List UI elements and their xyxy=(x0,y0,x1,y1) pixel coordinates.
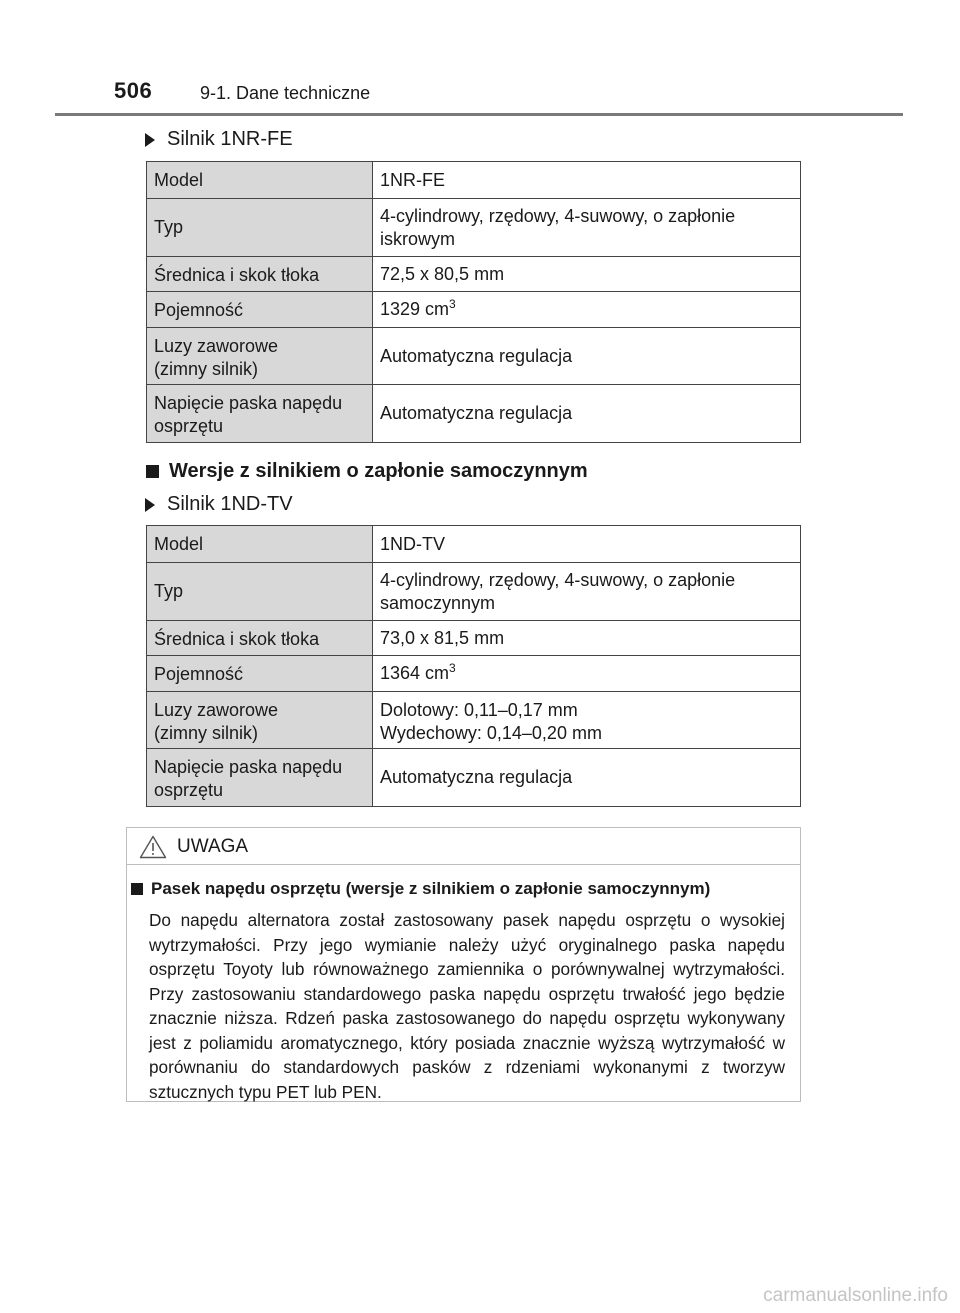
unit-superscript: 3 xyxy=(449,297,456,311)
page-header xyxy=(112,78,960,108)
notice-title-text: Pasek napędu osprzętu (wersje z silnikiem o zapłonie samoczynnym) xyxy=(151,879,711,898)
table-row xyxy=(147,199,801,257)
spec-label-line: Napięcie paska napędu xyxy=(154,757,343,777)
spec-value: 72,5 x 80,5 mm xyxy=(373,257,801,292)
engine2-subheading-text: Silnik 1ND-TV xyxy=(167,493,293,515)
spec-value xyxy=(373,656,801,692)
diesel-heading-text: Wersje z silnikiem o zapłonie samoczynnym xyxy=(169,460,588,482)
spec-label: Typ xyxy=(147,199,373,257)
page-number: 506 xyxy=(114,78,153,103)
spec-value: 4-cylindrowy, rzędowy, 4-suwowy, o zapłonie samoczynnym xyxy=(373,563,801,621)
spec-value: Automatyczna regulacja xyxy=(373,328,801,385)
watermark: carmanualsonline.info xyxy=(763,1285,948,1306)
triangle-bullet-icon xyxy=(145,133,155,147)
table-row xyxy=(147,328,801,385)
spec-label-line: Luzy zaworowe xyxy=(154,336,279,356)
spec-label: Pojemność xyxy=(147,292,373,328)
spec-label xyxy=(147,385,373,443)
spec-value: 1ND-TV xyxy=(373,526,801,563)
spec-label-line: Napięcie paska napędu xyxy=(154,393,343,413)
table-row xyxy=(147,257,801,292)
displacement-value: 1329 cm xyxy=(380,299,450,319)
triangle-bullet-icon xyxy=(145,498,155,512)
spec-value-line: Wydechowy: 0,14–0,20 mm xyxy=(380,723,602,743)
spec-value: 73,0 x 81,5 mm xyxy=(373,621,801,656)
spec-label: Średnica i skok tłoka xyxy=(147,621,373,656)
spec-label xyxy=(147,328,373,385)
spec-label-line: Luzy zaworowe xyxy=(154,700,279,720)
table-row xyxy=(147,692,801,749)
spec-value: Automatyczna regulacja xyxy=(373,385,801,443)
engine1-spec-table xyxy=(146,161,801,443)
engine1-subheading xyxy=(145,128,293,151)
table-row xyxy=(147,621,801,656)
section-title: 9-1. Dane techniczne xyxy=(200,83,371,103)
notice-box xyxy=(126,827,801,1102)
spec-label: Typ xyxy=(147,563,373,621)
spec-value-line: Dolotowy: 0,11–0,17 mm xyxy=(380,700,578,720)
spec-value xyxy=(373,292,801,328)
square-bullet-icon xyxy=(146,465,159,478)
table-row xyxy=(147,162,801,199)
table-row xyxy=(147,656,801,692)
notice-header xyxy=(127,828,800,865)
spec-label: Średnica i skok tłoka xyxy=(147,257,373,292)
spec-label-line: osprzętu xyxy=(154,416,224,436)
displacement-value: 1364 cm xyxy=(380,663,450,683)
diesel-heading xyxy=(146,460,588,483)
notice-label: UWAGA xyxy=(177,836,249,857)
spec-label-line: osprzętu xyxy=(154,780,224,800)
spec-label xyxy=(147,692,373,749)
spec-value: 1NR-FE xyxy=(373,162,801,199)
spec-value xyxy=(373,692,801,749)
spec-value: 4-cylindrowy, rzędowy, 4-suwowy, o zapłonie iskrowym xyxy=(373,199,801,257)
notice-title xyxy=(131,879,710,899)
engine2-spec-table xyxy=(146,525,801,807)
table-row xyxy=(147,749,801,807)
spec-label-line: (zimny silnik) xyxy=(154,359,259,379)
table-row xyxy=(147,292,801,328)
spec-label-line: (zimny silnik) xyxy=(154,723,259,743)
engine2-subheading xyxy=(145,493,293,516)
table-row xyxy=(147,563,801,621)
table-row xyxy=(147,526,801,563)
unit-superscript: 3 xyxy=(449,661,456,675)
spec-label: Pojemność xyxy=(147,656,373,692)
engine1-subheading-text: Silnik 1NR-FE xyxy=(167,128,293,150)
spec-label xyxy=(147,749,373,807)
warning-triangle-icon xyxy=(139,835,167,859)
table-row xyxy=(147,385,801,443)
header-rule xyxy=(55,113,903,116)
spec-value: Automatyczna regulacja xyxy=(373,749,801,807)
square-bullet-icon xyxy=(131,883,143,895)
spec-label: Model xyxy=(147,526,373,563)
notice-body: Do napędu alternatora został zastosowany pasek napędu osprzętu o wysokiej wytrzymałości. Przy jego wymianie należy użyć oryginalnego paska napędu osprzętu Toyoty lub równoważnego zamiennika o porównywalnej wytrzymałości. Przy zastosowaniu standardowego paska napędu osprzętu trwałość jego będzie znacznie niższa. Rdzeń paska zastosowanego do napędu osprzętu wykonywany jest z poliamidu aromatycznego, który posiada znacznie wyższą wytrzymałość w porównaniu do standardowych pasków z rdzeniami wykonanymi z tworzyw sztucznych typu PET lub PEN. xyxy=(149,910,785,1102)
spec-label: Model xyxy=(147,162,373,199)
